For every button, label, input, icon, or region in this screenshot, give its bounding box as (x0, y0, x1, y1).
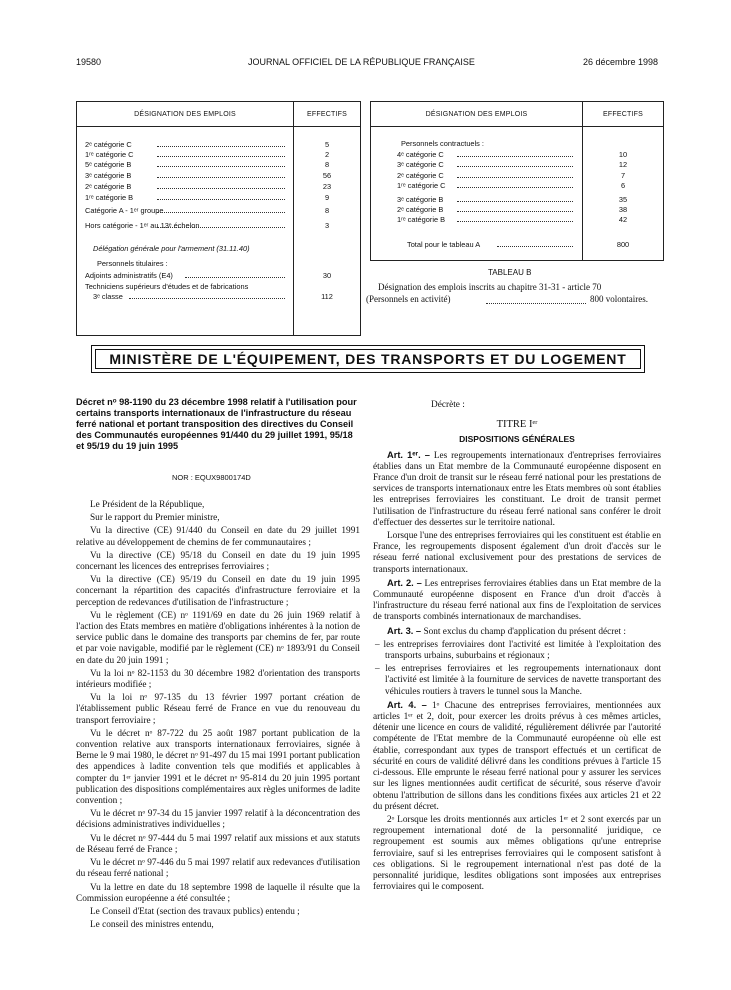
row-label: 3ᵉ classe (93, 292, 123, 301)
row-label: 2ᵉ catégorie B (397, 205, 444, 214)
right-table-header-effectifs: EFFECTIFS (583, 102, 663, 127)
row-value: 9 (324, 193, 330, 202)
row-value: 8 (324, 206, 330, 215)
row-label: Adjoints administratifs (E4) (85, 271, 173, 280)
leader-dots (185, 271, 285, 278)
left-table-header-effectifs: EFFECTIFS (294, 102, 360, 127)
decrete-line: Décrète : (431, 400, 465, 410)
article-4-paragraph-2: 2ᵒ Lorsque les droits mentionnés aux articles 1ᵉʳ et 2 sont exercés par un regroupement international doté de la personnalité juridique, ce regroupement est soumis aux mêmes obligations qu'une entreprise ferroviaire, sauf si les entreprises ferroviaires qui le composent satisfont à ces obligations. Si le regroupement international n'est pas doté de la personnalité juridique, lesdites obligations sont imposées aux entreprises ferroviaires qui le composent. (373, 814, 661, 893)
row-label: Catégorie A - 1ᵉʳ groupe (85, 206, 164, 215)
left-column-text (76, 500, 360, 933)
ministry-banner (91, 345, 645, 373)
dispositions-heading: DISPOSITIONS GÉNÉRALES (459, 434, 575, 445)
journal-title: JOURNAL OFFICIEL DE LA RÉPUBLIQUE FRANÇAISE (248, 57, 475, 67)
row-label: 2ᵉ catégorie B (85, 182, 132, 191)
row-value: 2 (324, 150, 330, 159)
row-label: 1ʳᵉ catégorie B (397, 215, 446, 224)
leader-dots (157, 140, 285, 147)
row-value: 112 (321, 292, 333, 301)
article-1: Art. 1ᵉʳ. – Les regroupements internationaux d'entreprises ferroviaires établies dans un Etat membre de la Communauté européenne disposent en France d'un droit de transit sur le réseau ferré national pour les prestations de services de transports internationaux entre les Etats membres où sont établies les entreprises ferroviaires les constituant. Le droit de transit permet l'utilisation de l'infrastructure du réseau ferré national sans conférer le droit d'effectuer des dessertes sur le territoire national. (373, 449, 661, 528)
tableau-b-dots (486, 294, 586, 304)
article-1-paragraph-2: Lorsque l'une des entreprises ferroviaires qui les constituent est établie en France, les regroupements disposent également d'un droit d'accès sur le réseau ferré national exclusivement pour des prestations de services de transports internationaux. (373, 531, 661, 575)
tableau-b-line1: Désignation des emplois inscrits au chapitre 31-31 - article 70 (378, 282, 602, 292)
leader-dots (457, 215, 573, 222)
row-value: 23 (322, 182, 332, 191)
preamble-paragraph: Vu la directive (CE) 91/440 du Conseil en date du 29 juillet 1991 relative au développement de chemins de fer communautaires ; (76, 526, 360, 548)
issue-date: 26 décembre 1998 (583, 57, 659, 67)
article-3-item-2: – les entreprises ferroviaires et les regroupements internationaux dont l'activité est limitée à la fourniture de services de navette transportant des véhicules routiers à travers le tunnel sous la Manche. (375, 664, 661, 697)
leader-dots (457, 160, 573, 167)
row-value: 10 (618, 150, 628, 159)
decree-title: Décret nᵒ 98-1190 du 23 décembre 1998 relatif à l'utilisation pour certains transports internationaux de l'infrastructure du réseau ferré national et portant transposition des directives du Conseil des Communautés européennes 91/440 du 29 juillet 1991, 95/18 et 95/19 du 19 juin 1995 (76, 397, 357, 451)
row-label: Total pour le tableau A (407, 240, 481, 249)
tableau-b-title: TABLEAU B (488, 268, 532, 277)
preamble-paragraph: Sur le rapport du Premier ministre, (90, 513, 220, 524)
row-label: 2ᵉ catégorie C (397, 171, 444, 180)
row-value: 6 (620, 181, 626, 190)
leader-dots (457, 150, 573, 157)
row-label: 5ᵉ catégorie B (85, 160, 132, 169)
ministry-name: MINISTÈRE DE L'ÉQUIPEMENT, DES TRANSPORTS ET DU LOGEMENT (109, 351, 627, 367)
right-table: DÉSIGNATION DES EMPLOIS EFFECTIFS Personnels contractuels : 4ᵉ catégorie C 10 3ᵉ catégorie C 12 2ᵉ catégorie C 7 1ʳᵉ catégorie C 6 3ᵉ catégorie B 35 2ᵉ catégorie B 38 1ʳᵉ catégorie B 42 Total pour le tableau A 800 (370, 101, 664, 261)
preamble-paragraph: Vu la directive (CE) 95/18 du Conseil en date du 19 juin 1995 concernant les licences des entreprises ferroviaires ; (76, 550, 360, 573)
left-table-header-designation: DÉSIGNATION DES EMPLOIS (77, 102, 293, 127)
tableau-b-line2-right: 800 volontaires. (590, 294, 648, 304)
page-number: 19580 (76, 57, 102, 67)
leader-dots (157, 221, 285, 228)
row-value: 12 (618, 160, 628, 169)
preamble-paragraph: Vu le décret nᵒ 97-34 du 15 janvier 1997 relatif à la déconcentration des décisions administratives individuelles ; (76, 809, 360, 831)
preamble-paragraph: Vu le décret nᵒ 97-446 du 5 mai 1997 relatif aux redevances d'utilisation du réseau ferré national ; (76, 858, 360, 880)
row-value: 35 (618, 195, 628, 204)
article-label: Art. 1ᵉʳ. – (387, 449, 430, 460)
preamble-paragraph: Le Conseil d'Etat (section des travaux publics) entendu ; (90, 906, 300, 917)
row-value: 8 (324, 160, 330, 169)
article-3: Art. 3. – Sont exclus du champ d'application du présent décret : (387, 625, 626, 637)
leader-dots (157, 160, 285, 167)
leader-dots (157, 171, 285, 178)
preamble-paragraph: Vu la loi nᵒ 82-1153 du 30 décembre 1982 d'orientation des transports intérieurs modifiée ; (76, 668, 360, 691)
leader-dots (497, 240, 573, 247)
leader-dots (157, 206, 285, 213)
preamble-paragraph: Le conseil des ministres entendu, (90, 920, 214, 931)
row-label: Hors catégorie - 1ᵉʳ au 13ᵉ échelon (85, 221, 200, 230)
article-3-item-1: – les entreprises ferroviaires dont l'activité est limitée à l'exploitation des transports urbains, suburbains et régionaux ; (375, 639, 661, 662)
row-label: Techniciens supérieurs d'études et de fabrications (85, 282, 249, 291)
row-value: 3 (324, 221, 330, 230)
row-value: 800 (616, 240, 630, 249)
article-label: Art. 3. – (387, 625, 422, 636)
preamble-paragraph: Vu la loi nᵒ 97-135 du 13 février 1997 portant création de l'établissement public Réseau ferré de France en vue du renouveau du transport ferroviaire ; (76, 693, 360, 726)
leader-dots (457, 195, 573, 202)
preamble-paragraph: Vu la lettre en date du 18 septembre 1998 de laquelle il résulte que la Commission européenne a été consultée ; (76, 882, 360, 904)
article-label: Art. 4. – (387, 699, 427, 710)
titre-heading: TITRE Iᵉʳ (496, 419, 538, 431)
row-value: 7 (620, 171, 626, 180)
right-table-header-designation: DÉSIGNATION DES EMPLOIS (371, 102, 582, 127)
preamble-paragraph: Vu le décret nᵒ 87-722 du 25 août 1987 portant publication de la convention relative aux transports internationaux ferroviaires, signée à Berne le 9 mai 1980, le décret nᵒ 91-497 du 15 mai 1991 portant publication des appendices à ladite convention tels que modifiés et applicables à compter du 1ᵉʳ janvier 1991 et le décret nᵒ 95-814 du 20 juin 1995 portant publication des dispositions complémentaires aux règles uniformes de ladite convention ; (76, 728, 360, 807)
preamble-paragraph: Le Président de la République, (90, 500, 205, 510)
row-label: 2ᵉ catégorie C (85, 140, 132, 149)
row-value: 42 (618, 215, 628, 224)
tableau-b-line2-left: (Personnels en activité) (366, 294, 451, 304)
leader-dots (157, 182, 285, 189)
leader-dots (129, 292, 285, 299)
leader-dots (457, 171, 573, 178)
row-label: 3ᵉ catégorie C (397, 160, 444, 169)
article-label: Art. 2. – (387, 577, 422, 588)
row-value: 56 (322, 171, 332, 180)
article-2: Art. 2. – Les entreprises ferroviaires établies dans un Etat membre de la Communauté européenne disposent en France d'un droit d'accès à l'infrastructure du réseau ferré national aux fins de l'exploitation de services de transports combinés internationaux de marchandises. (373, 577, 661, 623)
leader-dots (157, 193, 285, 200)
row-label: 1ʳᵉ catégorie C (397, 181, 446, 190)
row-value: 38 (618, 205, 628, 214)
preamble-paragraph: Vu la directive (CE) 95/19 du Conseil en date du 19 juin 1995 concernant la répartition des capacités d'infrastructure ferroviaire et la perception de redevances d'utilisation de l'infrastructure ; (76, 575, 360, 608)
row-label: 3ᵉ catégorie B (397, 195, 444, 204)
row-label: 1ʳᵉ catégorie B (85, 193, 134, 202)
nor-reference: NOR : EQUX9800174D (172, 473, 251, 482)
preamble-paragraph: Vu le décret nᵒ 97-444 du 5 mai 1997 relatif aux missions et aux statuts de Réseau ferré de France ; (76, 833, 360, 855)
row-label: 3ᵉ catégorie B (85, 171, 132, 180)
preamble-paragraph: Vu le règlement (CE) nᵒ 1191/69 en date du 26 juin 1969 relatif à l'action des Etats membres en matière d'obligations inhérentes à la notion de service public dans le domaine des transports par chemins de fer, par route et par voie navigable, modifié par le règlement (CE) nᵒ 1893/91 du Conseil en date du 20 juin 1991 ; (76, 610, 360, 666)
row-value: 30 (322, 271, 332, 280)
leader-dots (457, 205, 573, 212)
row-label: 4ᵉ catégorie C (397, 150, 444, 159)
left-table: DÉSIGNATION DES EMPLOIS EFFECTIFS 2ᵉ catégorie C 5 1ʳᵉ catégorie C 2 5ᵉ catégorie B 8 3ᵉ catégorie B 56 2ᵉ catégorie B 23 1ʳᵉ catégorie B 9 Catégorie A - 1ᵉʳ groupe 8 Hors catégorie - 1ᵉʳ au 13ᵉ échelon 3 Délégation générale pour l'armement (31.11.40) Personnels titulaires : Adjoints administratifs (E4) 30 Techniciens supérieurs d'études et de fabrications 3ᵉ classe 112 (76, 101, 361, 336)
row-value: 5 (324, 140, 330, 149)
right-column-text (373, 400, 661, 895)
leader-dots (457, 181, 573, 188)
leader-dots (157, 150, 285, 157)
article-4: Art. 4. – 1ᵒ Chacune des entreprises ferroviaires, mentionnées aux articles 1ᵉʳ et 2, doit, pour exercer les droits prévus à ces mêmes articles, détenir une licence en cours de validité, régulièrement délivrée par l'autorité compétente de l'Etat membre de la Communauté européenne où elle est établie, correspondant aux types de transport effectués et un certificat de sécurité en cours de validité délivré dans les conditions prévues à l'article 15 ci-dessous. Elle emprunte le réseau ferré national pour y assurer les services sur les lignes mentionnées audit certificat de sécurité, sous réserve d'avoir obtenu l'attribution de sillons dans les conditions fixées aux articles 21 et 22 du présent décret. (373, 699, 662, 812)
row-label: 1ʳᵉ catégorie C (85, 150, 134, 159)
